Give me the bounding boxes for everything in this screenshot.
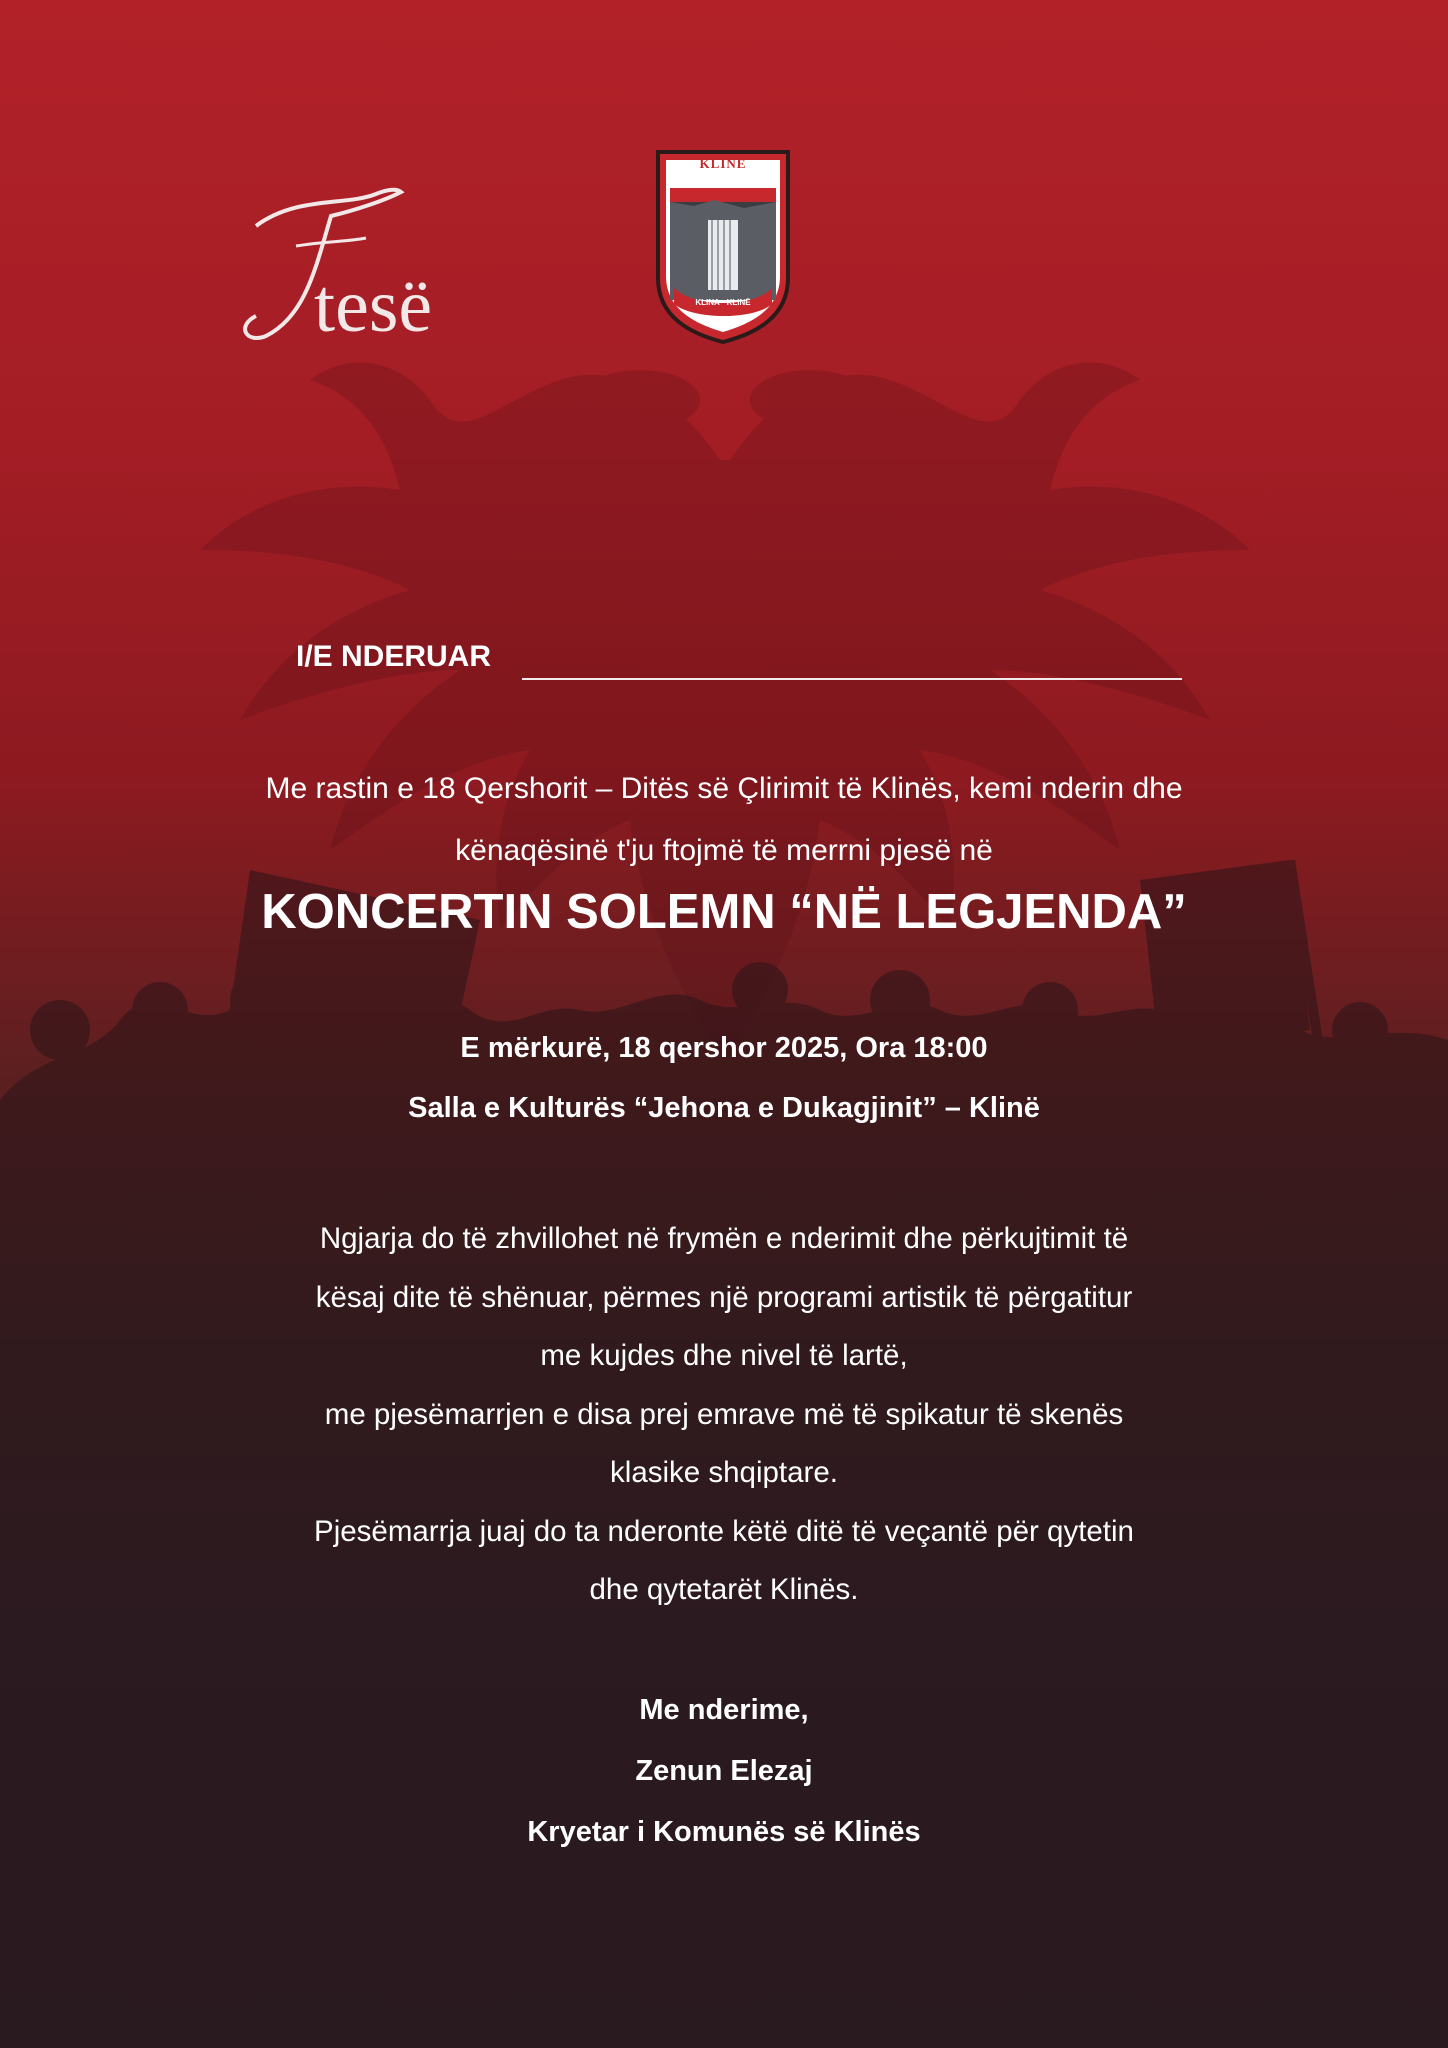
event-venue: Salla e Kulturës “Jehona e Dukagjinit” – Klinë [408, 1092, 1040, 1124]
ftese-logo: tesë [236, 186, 466, 356]
description-line: me kujdes dhe nivel të lartë, [540, 1339, 908, 1372]
intro-text [100, 758, 1348, 882]
signatory-role: Kryetar i Komunës së Klinës [527, 1816, 921, 1848]
description-line: Ngjarja do të zhvillohet në frymën e nderimit dhe përkujtimit të [319, 1222, 1129, 1255]
description-line: me pjesëmarrjen e disa prej emrave më të spikatur të skenës [324, 1397, 1124, 1431]
intro-line-2: kënaqësinë t'ju ftojmë të merrni pjesë në [455, 834, 993, 867]
intro-line-1: Me rastin e 18 Qershorit – Ditës së Çlirimit të Klinës, kemi nderin dhe [265, 772, 1183, 805]
event-description [100, 1210, 1348, 1620]
signature-block [100, 1680, 1348, 1863]
description-line: klasike shqiptare. [610, 1456, 838, 1489]
crest-name: KLINË [699, 156, 747, 171]
municipal-crest [654, 148, 792, 344]
description-line: dhe qytetarët Klinës. [589, 1573, 859, 1606]
crest-shield-icon [654, 148, 792, 344]
event-title: KONCERTIN SOLEMN “NË LEGJENDA” [261, 885, 1187, 939]
recipient-name-line [522, 678, 1182, 680]
signatory-name: Zenun Elezaj [635, 1755, 813, 1787]
salutation-label: I/E NDERUAR [296, 640, 492, 673]
crest-motto: KLINA · KLINË [695, 298, 751, 307]
closing-text: Me nderime, [639, 1694, 809, 1726]
event-datetime: E mërkurë, 18 qershor 2025, Ora 18:00 [460, 1032, 988, 1064]
description-line: kësaj dite të shënuar, përmes një programi artistik të përgatitur [315, 1280, 1133, 1314]
description-line: Pjesëmarrja juaj do ta nderonte këtë ditë të veçantë për qytetin [314, 1514, 1134, 1548]
